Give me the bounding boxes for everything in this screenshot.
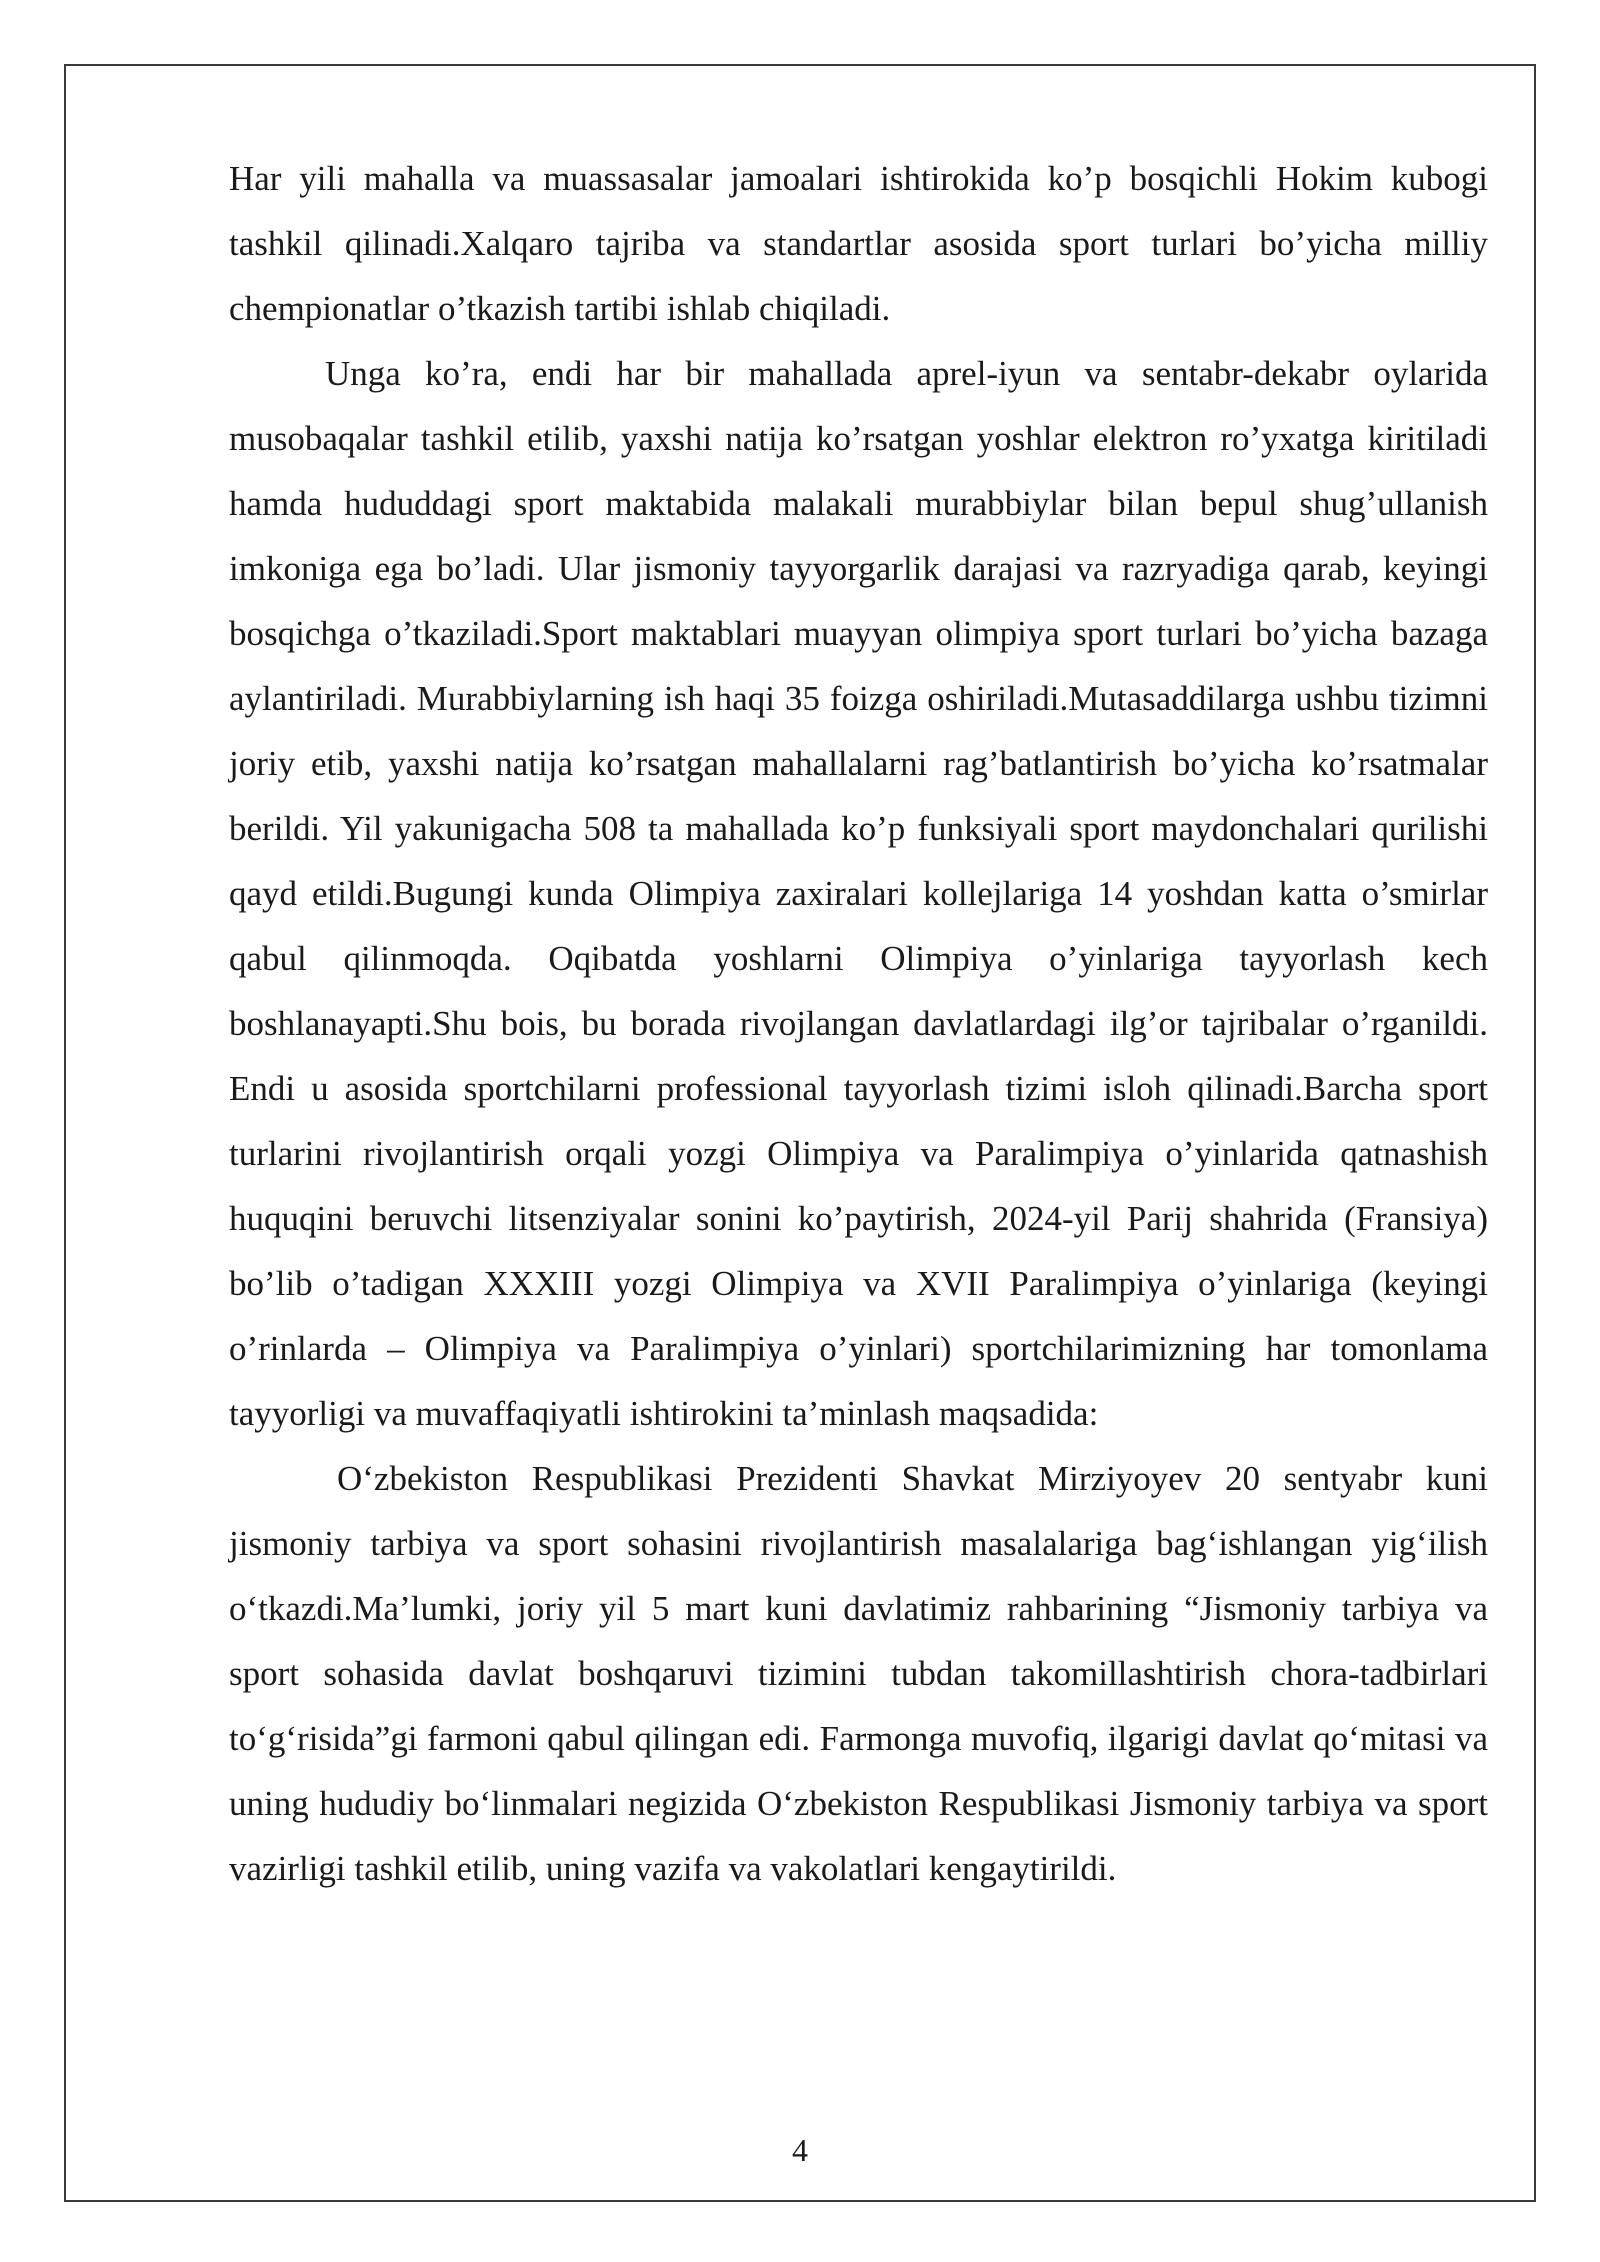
- page-number: 4: [792, 2132, 808, 2168]
- paragraph-1: Har yili mahalla va muassasalar jamoalari ishtirokida ko’p bosqichli Hokim kubogi tashkil qilinadi.Xalqaro tajriba va standartlar asosida sport turlari bo’yicha milliy chempionatlar o’tkazish tartibi ishlab chiqiladi.: [229, 159, 1488, 328]
- document-body: [229, 146, 1488, 1901]
- paragraph-2: Unga ko’ra, endi har bir mahallada aprel-iyun va sentabr-dekabr oylarida musobaqalar tashkil etilib, yaxshi natija ko’rsatgan yoshlar elektron ro’yxatga kiritiladi hamda hududdagi sport maktabida malakali murabbiylar bilan bepul shug’ullanish imkoniga ega bo’ladi. Ular jismoniy tayyorgarlik darajasi va razryadiga qarab, keyingi bosqichga o’tkaziladi.Sport maktablari muayyan olimpiya sport turlari bo’yicha bazaga aylantiriladi. Murabbiylarning ish haqi 35 foizga oshiriladi.Mutasaddilarga ushbu tizimni joriy etib, yaxshi natija ko’rsatgan mahallalarni rag’batlantirish bo’yicha ko’rsatmalar berildi. Yil yakunigacha 508 ta mahallada ko’p funksiyali sport maydonchalari qurilishi qayd etildi.Bugungi kunda Olimpiya zaxiralari kollejlariga 14 yoshdan katta o’smirlar qabul qilinmoqda. Oqibatda yoshlarni Olimpiya o’yinlariga tayyorlash kech boshlanayapti.Shu bois, bu borada rivojlangan davlatlardagi ilg’or tajribalar o’rganildi. Endi u asosida sportchilarni professional tayyorlash tizimi isloh qilinadi.Barcha sport turlarini rivojlantirish orqali yozgi Olimpiya va Paralimpiya o’yinlarida qatnashish huquqini beruvchi litsenziyalar sonini ko’paytirish, 2024-yil Parij shahrida (Fransiya) bo’lib o’tadigan XXXIII yozgi Olimpiya va XVII Paralimpiya o’yinlariga (keyingi o’rinlarda – Olimpiya va Paralimpiya o’yinlari) sportchilarimizning har tomonlama tayyorligi va muvaffaqiyatli ishtirokini ta’minlash maqsadida:: [229, 354, 1488, 1433]
- paragraph-3: O‘zbekiston Respublikasi Prezidenti Shavkat Mirziyoyev 20 sentyabr kuni jismoniy tarbiya va sport sohasini rivojlantirish masalalariga bag‘ishlangan yig‘ilish o‘tkazdi.Ma’lumki, joriy yil 5 mart kuni davlatimiz rahbarining “Jismoniy tarbiya va sport sohasida davlat boshqaruvi tizimini tubdan takomillashtirish chora-tadbirlari to‘g‘risida”gi farmoni qabul qilingan edi. Farmonga muvofiq, ilgarigi davlat qo‘mitasi va uning hududiy bo‘linmalari negizida O‘zbekiston Respublikasi Jismoniy tarbiya va sport vazirligi tashkil etilib, uning vazifa va vakolatlari kengaytirildi.: [229, 1459, 1488, 1888]
